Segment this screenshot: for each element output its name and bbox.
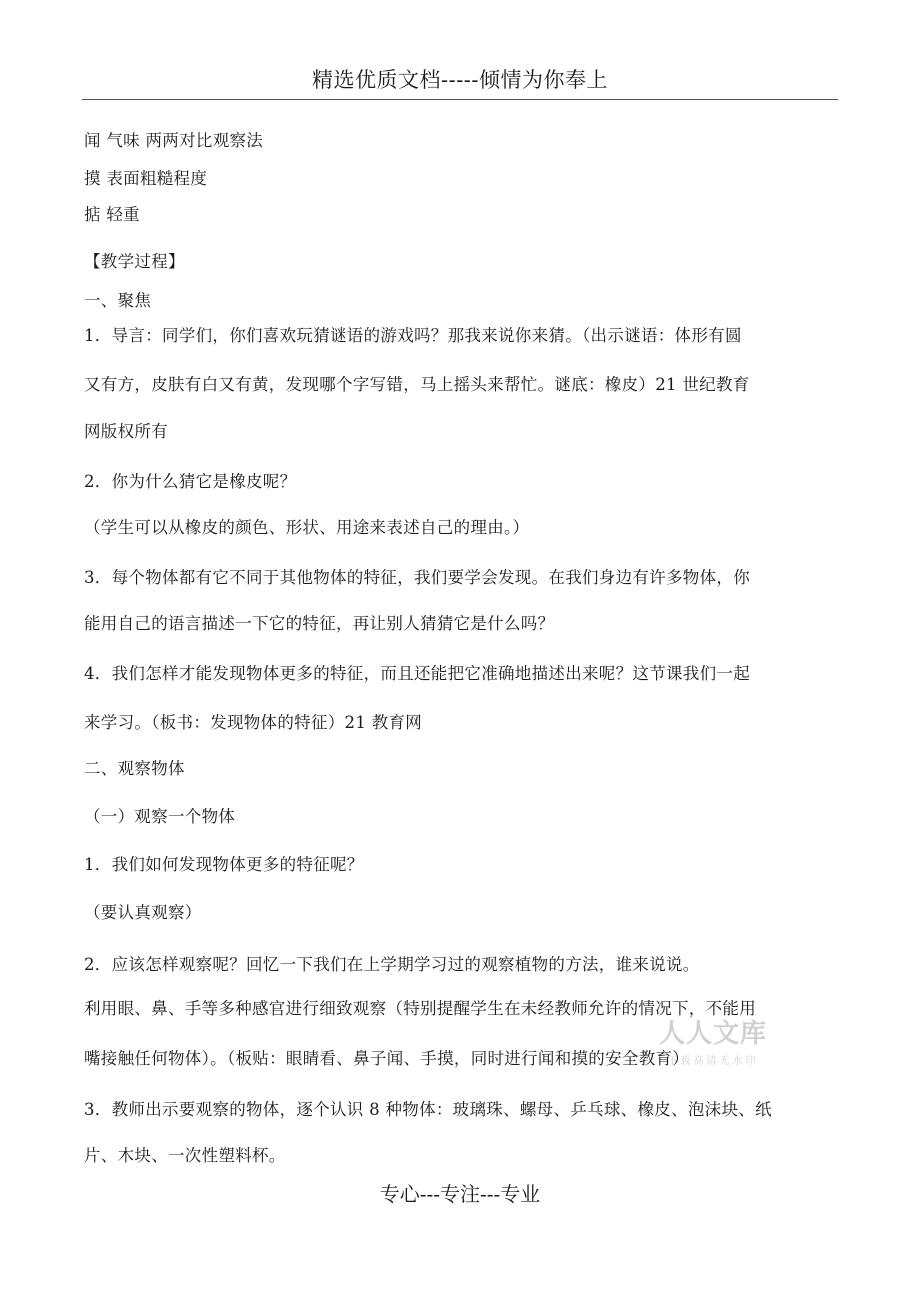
text-line: （要认真观察） xyxy=(84,903,202,922)
header-divider xyxy=(82,99,838,100)
watermark-logo xyxy=(648,1013,778,1067)
text-line: 1．导言：同学们，你们喜欢玩猜谜语的游戏吗？那我来说你来猜。（出示谜语：体形有圆 xyxy=(84,326,742,345)
text-line: 闻 气味 两两对比观察法 xyxy=(84,131,264,150)
text-line: 片、木块、一次性塑料杯。 xyxy=(84,1146,286,1165)
text-line: 利用眼、鼻、手等多种感官进行细致观察（特别提醒学生在未经教师允许的情况下，不能用 xyxy=(84,999,756,1018)
page-footer: 专心---专注---专业 xyxy=(379,1182,541,1206)
text-line: 2．应该怎样观察呢？回忆一下我们在上学期学习过的观察植物的方法，谁来说说。 xyxy=(84,955,700,974)
text-line: 3．教师出示要观察的物体，逐个认识 8 种物体：玻璃珠、螺母、乒乓球、橡皮、泡沫块、纸 xyxy=(84,1100,772,1119)
page-header-title: 精选优质文档-----倾情为你奉上 xyxy=(312,68,608,92)
text-line: 嘴接触任何物体）。（板贴：眼睛看、鼻子闻、手摸，同时进行闻和摸的安全教育） xyxy=(84,1049,690,1068)
watermark-subtext: 下载高清无水印 xyxy=(667,1056,759,1067)
text-line: 能用自己的语言描述一下它的特征，再让别人猜猜它是什么吗？ xyxy=(84,614,555,633)
text-line: 摸 表面粗糙程度 xyxy=(84,169,208,188)
section-heading: 二、观察物体 xyxy=(84,759,185,778)
text-line: 3．每个物体都有它不同于其他物体的特征，我们要学会发现。在我们身边有许多物体，你 xyxy=(84,568,750,587)
watermark-logo-text: 人人文库 xyxy=(658,1019,767,1049)
text-line: 4．我们怎样才能发现物体更多的特征，而且还能把它准确地描述出来呢？这节课我们一起 xyxy=(84,664,750,683)
section-heading: 一、聚焦 xyxy=(84,291,152,310)
subsection-heading: （一）观察一个物体 xyxy=(84,807,236,826)
text-line: （学生可以从橡皮的颜色、形状、用途来表述自己的理由。） xyxy=(84,518,530,537)
text-line: 又有方，皮肤有白又有黄，发现哪个字写错，马上摇头来帮忙。谜底：橡皮）21 世纪教育 xyxy=(84,375,750,394)
text-line: 1．我们如何发现物体更多的特征呢？ xyxy=(84,855,364,874)
text-line: 来学习。（板书：发现物体的特征）21 教育网 xyxy=(84,713,423,732)
text-line: 2．你为什么猜它是橡皮呢？ xyxy=(84,472,297,491)
section-heading: 【教学过程】 xyxy=(84,252,185,271)
text-line: 掂 轻重 xyxy=(84,205,140,224)
text-line: 网版权所有 xyxy=(84,422,168,441)
